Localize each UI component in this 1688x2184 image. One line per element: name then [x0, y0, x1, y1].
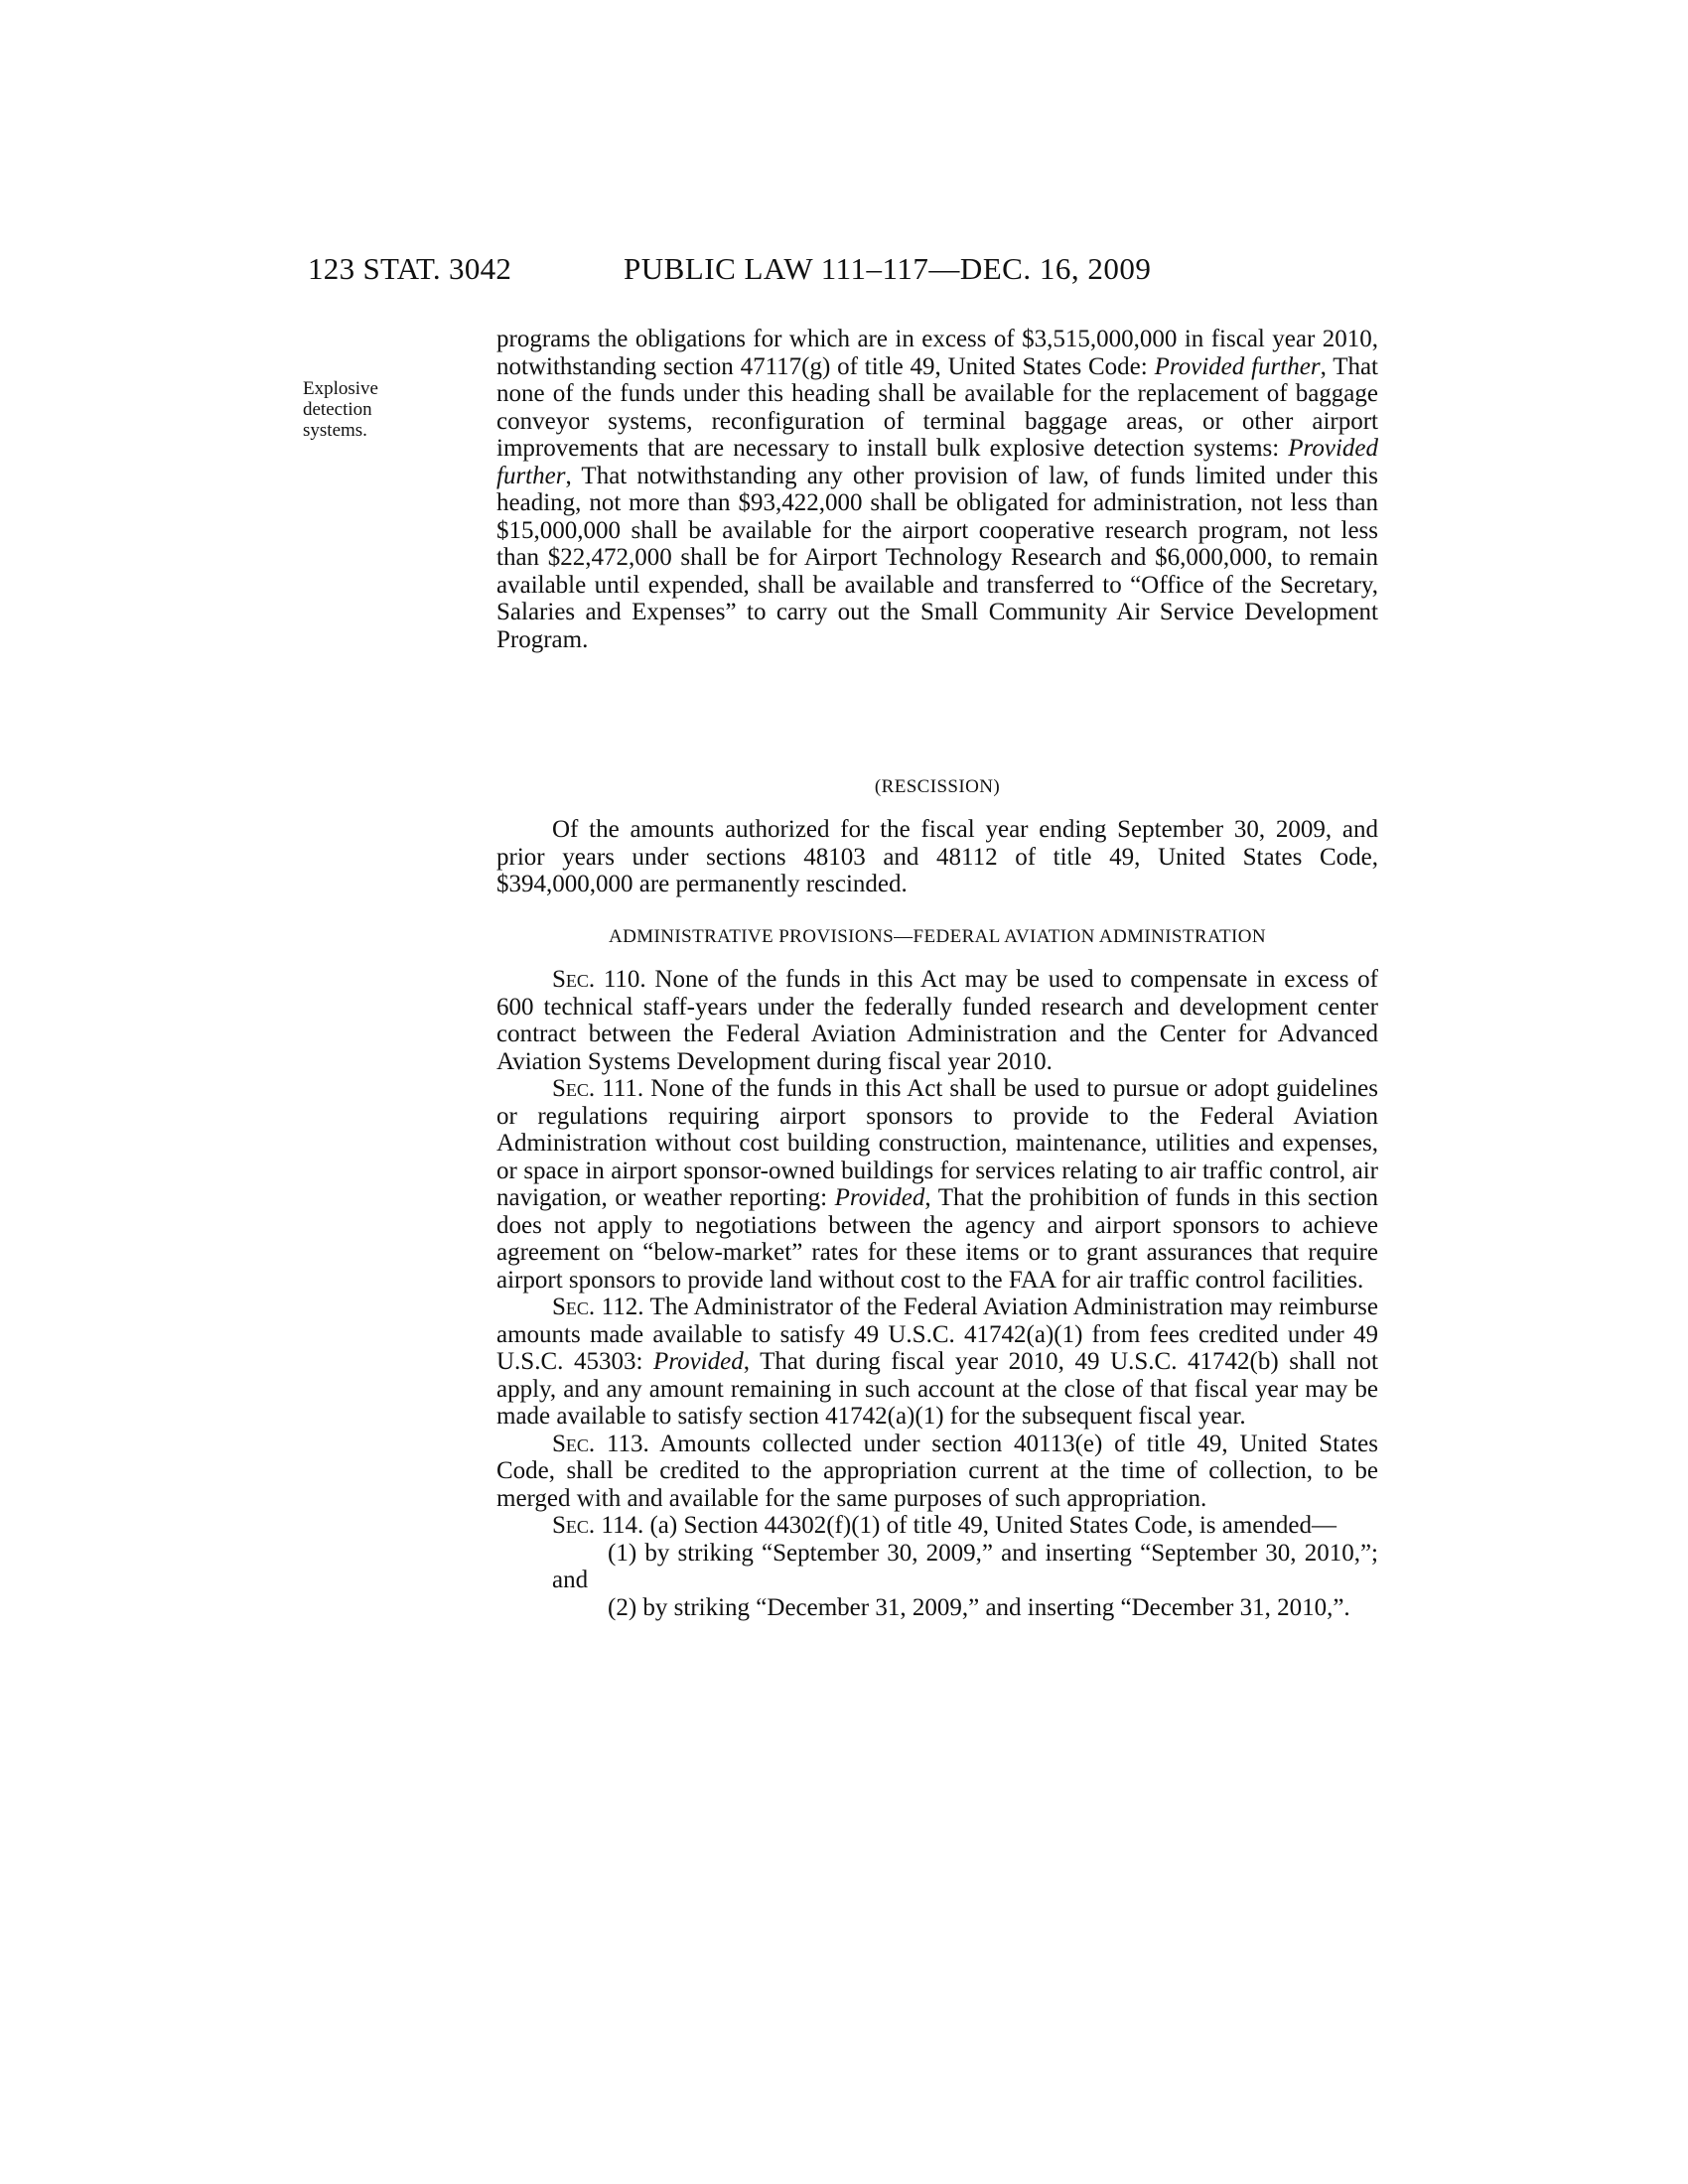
statute-citation: 123 STAT. 3042 [308, 251, 512, 286]
public-law-title: PUBLIC LAW 111–117—DEC. 16, 2009 [624, 251, 1152, 286]
section-111: Sec. 111. None of the funds in this Act shall be used to pursue or adopt guidelines or regulations requiring airport sponsors to provide to the Federal Aviation Administration without cost building construction, maintenance, utilities and expenses, or space in airport sponsor-owned buildings for services relating to air traffic control, air navigation, or weather reporting: Provided, That the prohibition of funds in this section does not apply to negotiations between the agency and airport sponsors to achieve agreement on “below-market” rates for these items or to grant assurances that require airport sponsors to provide land without cost to the FAA for air traffic control facilities. [496, 1075, 1378, 1294]
margin-note [303, 378, 412, 441]
section-113: Sec. 113. Amounts collected under section 40113(e) of title 49, United States Code, shall be credited to the appropriation current at the time of collection, to be merged with and available for the same purposes of such appropriation. [496, 1430, 1378, 1512]
admin-provisions-heading: ADMINISTRATIVE PROVISIONS—FEDERAL AVIATION ADMINISTRATION [609, 926, 1266, 947]
sections-body [496, 966, 1378, 1621]
paragraph-programs: programs the obligations for which are in excess of $3,515,000,000 in fiscal year 2010, notwithstanding section 47117(g) of title 49, United States Code: Provided further, That none of the funds under this heading shall be available for the replacement of baggage conveyor systems, reconfiguration of terminal baggage areas, or other airport improvements that are necessary to install bulk explosive detection systems: Provided further, That notwithstanding any other provision of law, of funds limited under this heading, not more than $93,422,000 shall be obligated for administration, not less than $15,000,000 shall be available for the airport cooperative research program, not less than $22,472,000 shall be for Airport Technology Research and $6,000,000, to remain available until expended, shall be available and transferred to “Office of the Secretary, Salaries and Expenses” to carry out the Small Community Air Service Development Program. [496, 326, 1379, 653]
rescission-paragraph: Of the amounts authorized for the fiscal year ending September 30, 2009, and prior years under sections 48103 and 48112 of title 49, United States Code, $394,000,000 are permanently rescinded. [496, 816, 1378, 897]
section-114-item-1: (1) by striking “September 30, 2009,” and inserting “September 30, 2010,”; and [552, 1539, 1378, 1593]
rescission-heading: (RESCISSION) [874, 776, 1001, 797]
section-114-item-2: (2) by striking “December 31, 2009,” and inserting “December 31, 2010,”. [608, 1593, 1350, 1621]
page-header [308, 251, 1301, 291]
margin-note-line: systems. [303, 420, 367, 441]
margin-note-line: detection [303, 399, 372, 420]
section-112: Sec. 112. The Administrator of the Federal Aviation Administration may reimburse amounts made available to satisfy 49 U.S.C. 41742(a)(1) from fees credited under 49 U.S.C. 45303: Provided, That during fiscal year 2010, 49 U.S.C. 41742(b) shall not apply, and any amount remaining in such account at the close of that fiscal year may be made available to satisfy section 41742(a)(1) for the subsequent fiscal year. [496, 1294, 1378, 1430]
section-110: Sec. 110. None of the funds in this Act may be used to compensate in excess of 600 technical staff-years under the federally funded research and development center contract between the Federal Aviation Administration and the Center for Advanced Aviation Systems Development during fiscal year 2010. [496, 966, 1378, 1075]
section-114: Sec. 114. (a) Section 44302(f)(1) of title 49, United States Code, is amended— [552, 1512, 1336, 1539]
margin-note-line: Explosive [303, 378, 378, 399]
